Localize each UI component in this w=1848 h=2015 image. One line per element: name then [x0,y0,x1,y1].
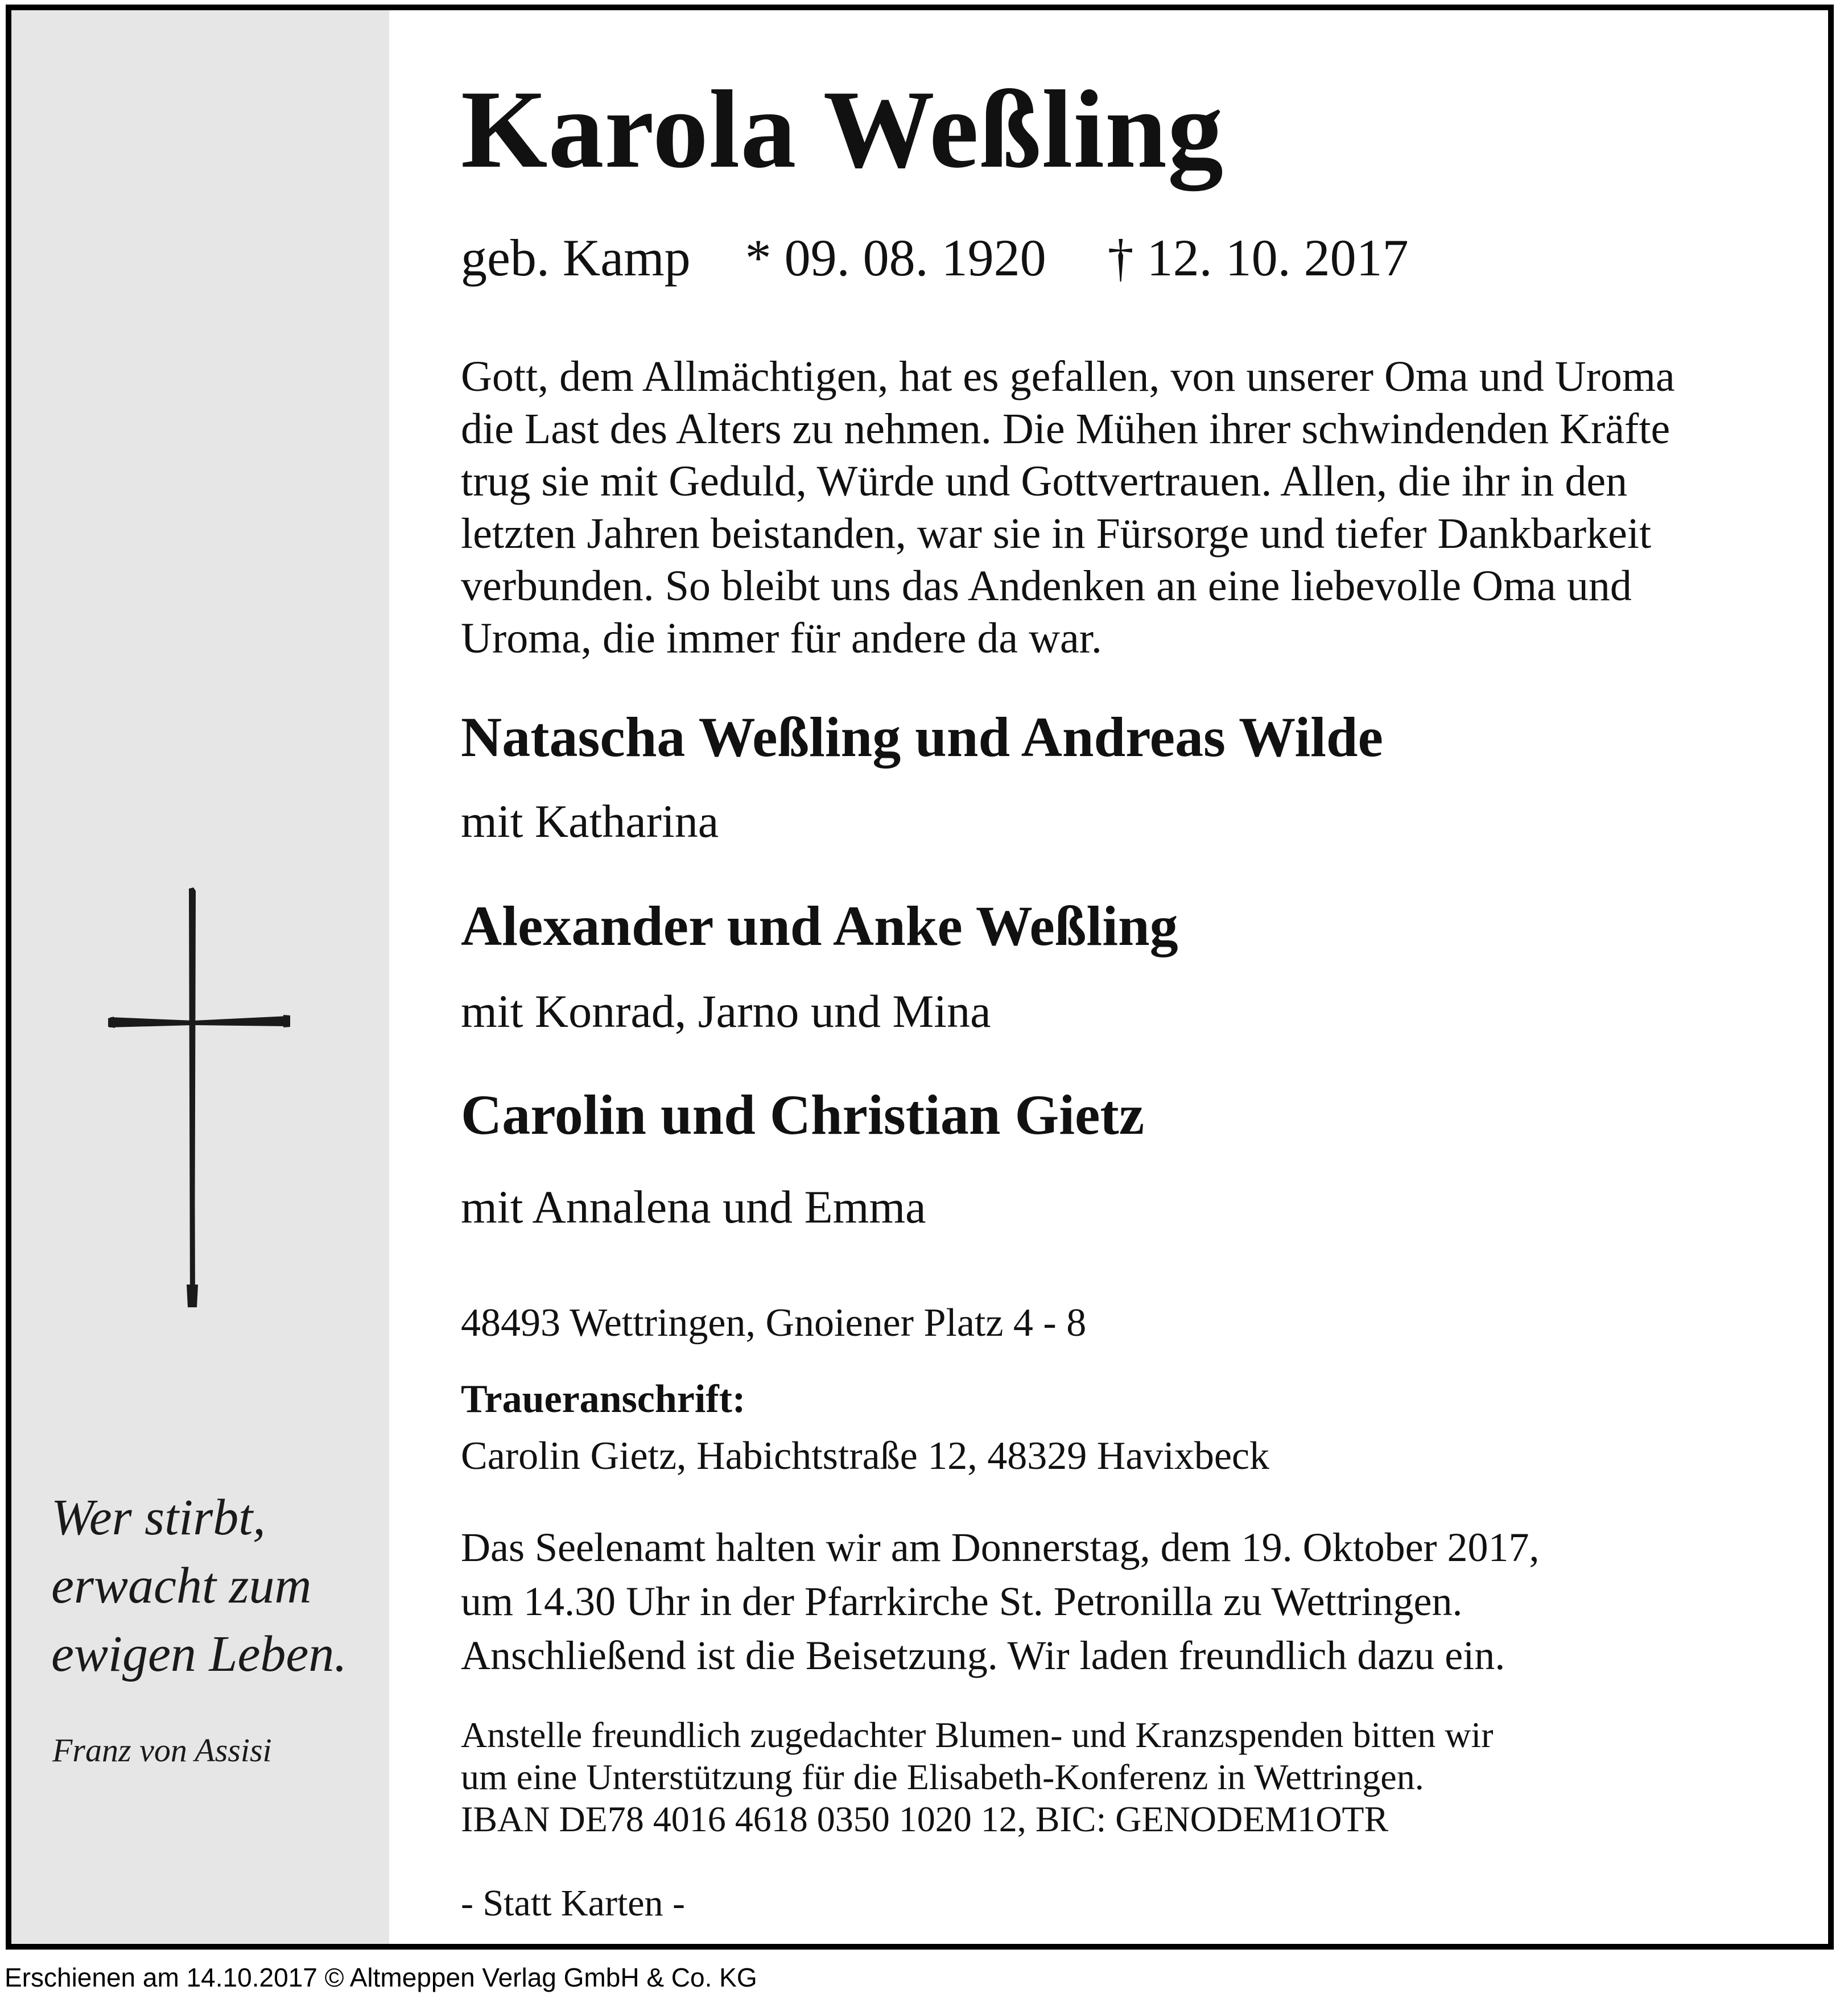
donation-line: um eine Unterstützung für die Elisabeth-Konferenz in Wettringen. [461,1757,1424,1797]
service-line: um 14.30 Uhr in der Pfarrkirche St. Petronilla zu Wettringen. [461,1579,1463,1624]
donation-line: Anstelle freundlich zugedachter Blumen- und Kranzspenden bitten wir [461,1715,1494,1755]
death-date: † 12. 10. 2017 [1107,229,1409,287]
service-line: Das Seelenamt halten wir am Donnerstag, dem 19. Oktober 2017, [461,1525,1540,1570]
life-dates [461,226,1409,289]
mourning-address-label: Traueranschrift: [461,1377,746,1421]
quote-line: Wer stirbt, [51,1489,266,1546]
publication-footer: Erschienen am 14.10.2017 © Altmeppen Verlag GmbH & Co. KG [5,1963,757,1992]
family-names: Alexander und Anke Weßling [461,894,1178,957]
quote-line: ewigen Leben. [51,1626,347,1682]
family-names: Carolin und Christian Gietz [461,1083,1145,1146]
donation-info [461,1714,1494,1840]
quote-line: erwacht zum [51,1558,312,1614]
obituary-card [6,5,1834,1950]
message-line: verbunden. So bleibt uns das Andenken an eine liebevolle Oma und [461,562,1632,610]
deceased-name: Karola Weßling [461,68,1224,191]
message-line: Gott, dem Allmächtigen, hat es gefallen, von unserer Oma und Uroma [461,353,1675,400]
family-children: mit Annalena und Emma [461,1181,926,1233]
message-line: trug sie mit Geduld, Würde und Gottvertrauen. Allen, die ihr in den [461,457,1628,505]
birth-date: * 09. 08. 1920 [745,229,1046,287]
family-names: Natascha Weßling und Andreas Wilde [461,705,1383,769]
family-address: 48493 Wettringen, Gnoiener Platz 4 - 8 [461,1301,1087,1345]
message-line: letzten Jahren beistanden, war sie in Fürsorge und tiefer Dankbarkeit [461,510,1652,558]
statt-karten: - Statt Karten - [461,1882,686,1924]
family-children: mit Konrad, Jarno und Mina [461,985,991,1037]
mourning-address: Carolin Gietz, Habichtstraße 12, 48329 Havixbeck [461,1434,1269,1478]
main-content [11,10,1828,1944]
quote-author: Franz von Assisi [52,1732,272,1769]
service-info [461,1521,1540,1683]
maiden-name: geb. Kamp [461,229,691,287]
donation-line: IBAN DE78 4016 4618 0350 1020 12, BIC: GENODEM1OTR [461,1799,1389,1839]
service-line: Anschließend ist die Beisetzung. Wir laden freundlich dazu ein. [461,1633,1505,1678]
family-children: mit Katharina [461,795,719,847]
message-text [461,350,1675,664]
message-line: Uroma, die immer für andere da war. [461,614,1102,662]
message-line: die Last des Alters zu nehmen. Die Mühen ihrer schwindenden Kräfte [461,405,1670,453]
